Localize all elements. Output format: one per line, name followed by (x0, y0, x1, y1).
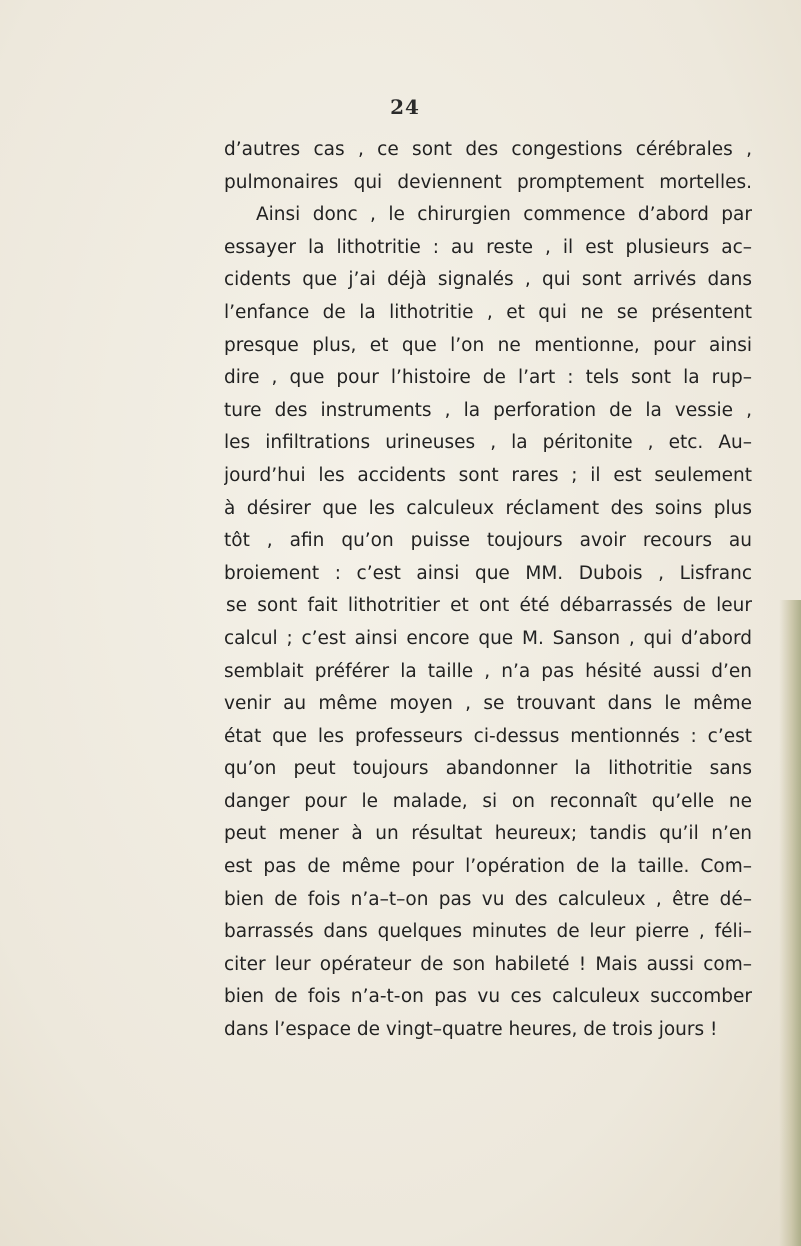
text-line: est pas de même pour l’opération de la taille. Com– (224, 856, 752, 878)
body-paragraph (224, 134, 752, 1047)
text-line: cidents que j’ai déjà signalés , qui sont arrivés dans (224, 269, 752, 291)
text-line: jourd’hui les accidents sont rares ; il est seulement (224, 464, 752, 486)
text-line: barrassés dans quelques minutes de leur pierre , féli– (224, 921, 752, 943)
text-line: semblait préférer la taille , n’a pas hésité aussi d’en (224, 660, 752, 682)
text-line: bien de fois n’a–t–on pas vu des calculeux , être dé– (224, 888, 752, 910)
text-line: se sont fait lithotritier et ont été débarrassés de leur (226, 595, 752, 617)
text-line: pulmonaires qui deviennent promptement mortelles. (224, 171, 752, 193)
text-line: à désirer que les calculeux réclament des soins plus (224, 497, 752, 519)
text-line: danger pour le malade, si on reconnaît qu’elle ne (224, 790, 752, 812)
text-line: dans l’espace de vingt–quatre heures, de trois jours ! (224, 1019, 718, 1041)
text-line: venir au même moyen , se trouvant dans le même (224, 693, 752, 715)
text-line: citer leur opérateur de son habileté ! Mais aussi com– (224, 953, 752, 975)
text-line: dire , que pour l’histoire de l’art : tels sont la rup– (224, 367, 752, 389)
text-line: les infiltrations urineuses , la péritonite , etc. Au– (224, 432, 752, 454)
text-line: peut mener à un résultat heureux; tandis qu’il n’en (224, 823, 752, 845)
text-line: Ainsi donc , le chirurgien commence d’abord par (256, 204, 752, 226)
text-line: essayer la lithotritie : au reste , il est plusieurs ac– (224, 236, 752, 258)
text-line: calcul ; c’est ainsi encore que M. Sanson , qui d’abord (224, 627, 752, 649)
text-line: bien de fois n’a-t-on pas vu ces calculeux succomber (224, 986, 752, 1008)
text-line: broiement : c’est ainsi que MM. Dubois , Lisfranc (224, 562, 752, 584)
text-line: d’autres cas , ce sont des congestions cérébrales , (224, 139, 752, 160)
text-line: presque plus, et que l’on ne mentionne, pour ainsi (224, 334, 752, 356)
page-edge-shadow (779, 600, 801, 1246)
text-line: ture des instruments , la perforation de la vessie , (224, 399, 752, 421)
text-line: qu’on peut toujours abandonner la lithotritie sans (224, 758, 752, 780)
text-line: tôt , afin qu’on puisse toujours avoir recours au (224, 530, 752, 552)
text-line: l’enfance de la lithotritie , et qui ne se présentent (224, 301, 752, 323)
page-number: 24 (390, 95, 420, 119)
text-line: état que les professeurs ci-dessus mentionnés : c’est (224, 725, 752, 747)
